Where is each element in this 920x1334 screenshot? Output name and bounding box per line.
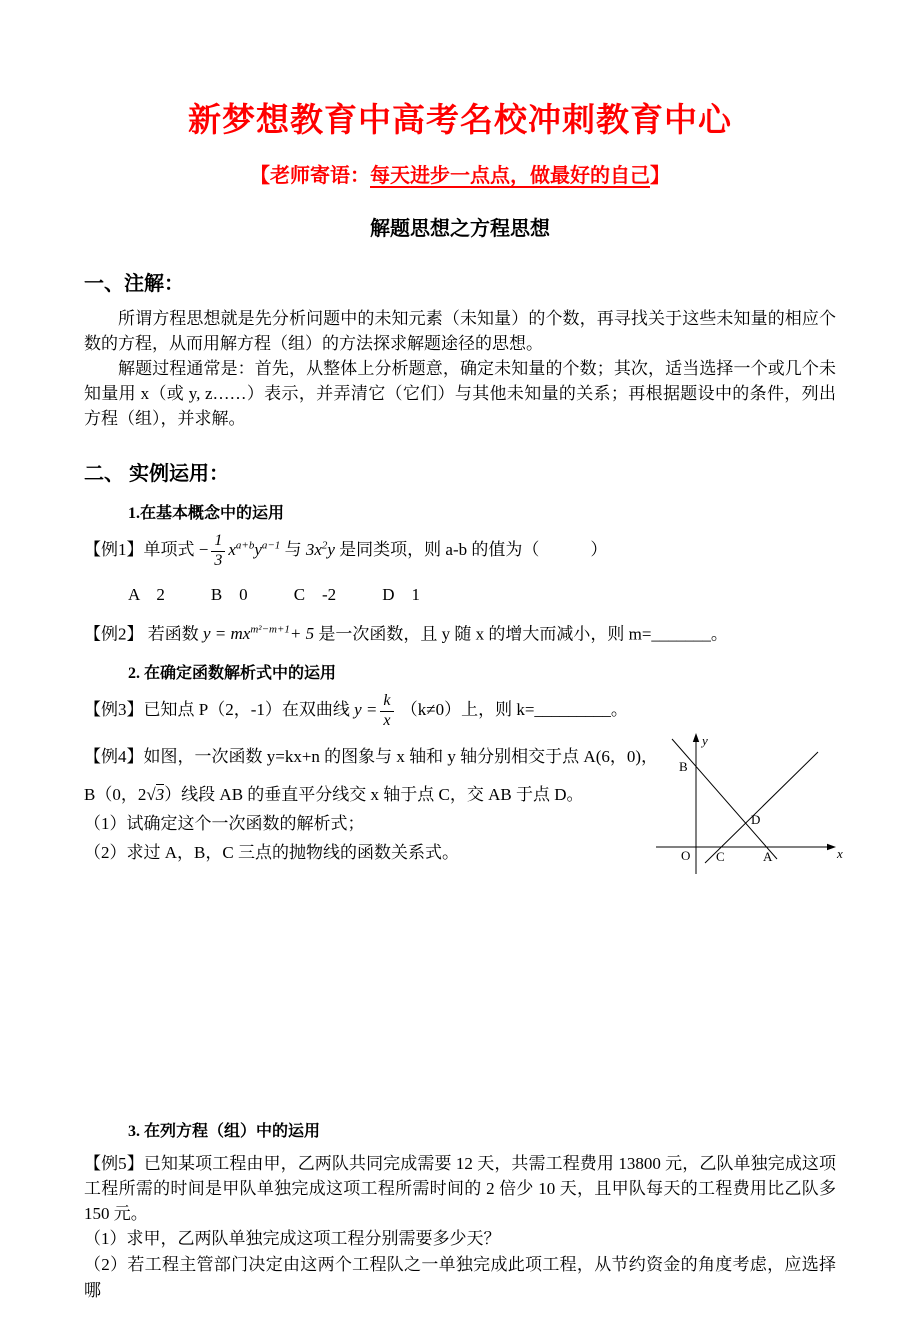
section-notes-heading: 一、注解： <box>84 273 184 295</box>
fraction-k-over-x: $\frac{k}{x}$ <box>380 693 393 730</box>
subsection-3-heading: 3. 在列方程（组）中的运用 <box>128 1122 321 1140</box>
example-4-label: 【例4】 <box>84 746 144 766</box>
perpendicular-bisector-line <box>705 752 818 863</box>
example-1 <box>84 533 836 570</box>
example-1-text-1: 单项式 <box>143 540 195 560</box>
example-1-text-3: 是同类项，则 a-b 的值为（ ） <box>339 540 608 560</box>
example-5-item-1: （1）求甲，乙两队单独完成这项工程分别需要多少天？ <box>84 1228 501 1248</box>
example-3-hyperbola <box>354 692 396 730</box>
choice-b: B 0 <box>210 584 248 604</box>
var-x: x <box>228 540 236 560</box>
motto-prefix: 【老师寄语： <box>250 165 370 187</box>
example-4-line-1 <box>84 744 684 769</box>
sqrt-sign: √ <box>146 784 156 804</box>
line-ab <box>672 739 777 859</box>
motto-suffix: 】 <box>650 165 670 187</box>
point-d-label: D <box>751 811 761 827</box>
example-4-text-1: 如图，一次函数 y=kx+n 的图象与 x 轴和 y 轴分别相交于点 A(6，0)， <box>143 746 659 766</box>
fraction-one-third: $\frac{1}{3}$ <box>211 533 225 570</box>
origin-label: O <box>681 847 691 863</box>
notes-paragraph-1: 所谓方程思想就是先分析问题中的未知元素（未知量）的个数，再寻找关于这些未知量的相应个数的方程，从而用解方程（组）的方法探求解题途径的思想。 <box>84 309 836 353</box>
example-3-text-2: （k≠0）上，则 k=_________。 <box>400 700 628 720</box>
eq-plus-5: + 5 <box>289 624 315 644</box>
example-1-choices <box>128 580 836 605</box>
exponent-m2-m-1: m²−m+1 <box>250 623 290 636</box>
example-2-text-2: 是一次函数，且 y 随 x 的增大而减小，则 m=_______。 <box>318 624 728 644</box>
example-3-text-1: 已知点 P（2，-1）在双曲线 <box>143 700 350 720</box>
term-y: y <box>327 540 335 560</box>
section-examples-heading: 二、 实例运用： <box>84 463 229 485</box>
exponent-x: a+b <box>235 539 255 552</box>
eq-y-mx: y = mx <box>203 624 251 644</box>
x-axis-arrow-icon <box>827 844 836 850</box>
document-title: 解题思想之方程思想 <box>370 218 550 240</box>
exponent-y: a−1 <box>261 539 281 552</box>
example-4-text <box>84 744 659 865</box>
example-4-text-2a: B（0，2 <box>84 784 147 804</box>
example-2-label: 【例2】 <box>84 624 144 644</box>
term-3x: 3x <box>305 540 322 560</box>
example-5-text: 已知某项工程由甲，乙两队共同完成需要 12 天，共需工程费用 13800 元，乙队单独完成这项工程所需的时间是甲队单独完成这项工程所需时间的 2 倍少 10 天，且甲队每天的工程费用比乙队多 150 元。 <box>84 1153 837 1223</box>
choice-a: A 2 <box>128 584 165 604</box>
teacher-motto <box>84 159 836 188</box>
choice-c: C -2 <box>293 584 337 604</box>
example-4 <box>84 732 843 896</box>
example-4-text-2b: ）线段 AB 的垂直平分线交 x 轴于点 C，交 AB 于点 D。 <box>164 784 584 804</box>
x-axis-label: x <box>837 845 843 861</box>
point-c-label: C <box>716 848 725 864</box>
example-1-text-2: 与 <box>284 540 302 560</box>
y-axis-label: y <box>702 732 708 748</box>
minus-sign: − <box>198 540 209 560</box>
example-4-item-2: （2）求过 A，B，C 三点的抛物线的函数关系式。 <box>84 842 459 862</box>
example-2-text-1: 若函数 <box>147 624 199 644</box>
notes-paragraph-2: 解题过程通常是：首先，从整体上分析题意，确定未知量的个数；其次，适当选择一个或几个未知量用 x（或 y, z……）表示，并弄清它（它们）与其他未知量的关系；再根据题设中的条件，列出方程（组），并求解。 <box>84 359 836 428</box>
point-a-label: A <box>763 848 773 864</box>
coordinate-graph <box>648 732 848 888</box>
example-1-monomial-2 <box>306 540 335 559</box>
example-3-label: 【例3】 <box>84 700 144 720</box>
center-title: 新梦想教育中高考名校冲刺教育中心 <box>188 103 732 139</box>
motto-underlined-text: 每天进步一点点，做最好的自己 <box>370 165 650 187</box>
point-b-label: B <box>679 758 688 774</box>
subsection-2-heading: 2. 在确定函数解析式中的运用 <box>128 665 337 683</box>
example-1-monomial-1 <box>198 532 281 569</box>
blank-space <box>84 896 836 1104</box>
sqrt-radicand: 3 <box>155 784 165 804</box>
example-2-function <box>203 624 314 643</box>
example-3 <box>84 693 836 730</box>
example-5 <box>84 1151 836 1226</box>
exponent-2: 2 <box>321 539 328 552</box>
subsection-1-heading: 1.在基本概念中的运用 <box>128 505 285 522</box>
choice-d: D 1 <box>382 584 420 604</box>
example-4-line-2 <box>84 782 654 807</box>
var-y: y <box>254 540 262 560</box>
example-5-label: 【例5】 <box>84 1153 144 1173</box>
example-1-label: 【例1】 <box>84 540 144 560</box>
eq-y-equals: y = <box>354 700 378 720</box>
example-2 <box>84 618 836 647</box>
example-4-item-1: （1）试确定这个一次函数的解析式； <box>84 813 365 833</box>
y-axis-arrow-icon <box>693 733 699 742</box>
example-5-item-2: （2）若工程主管部门决定由这两个工程队之一单独完成此项工程，从节约资金的角度考虑，应选择哪 <box>84 1254 836 1300</box>
